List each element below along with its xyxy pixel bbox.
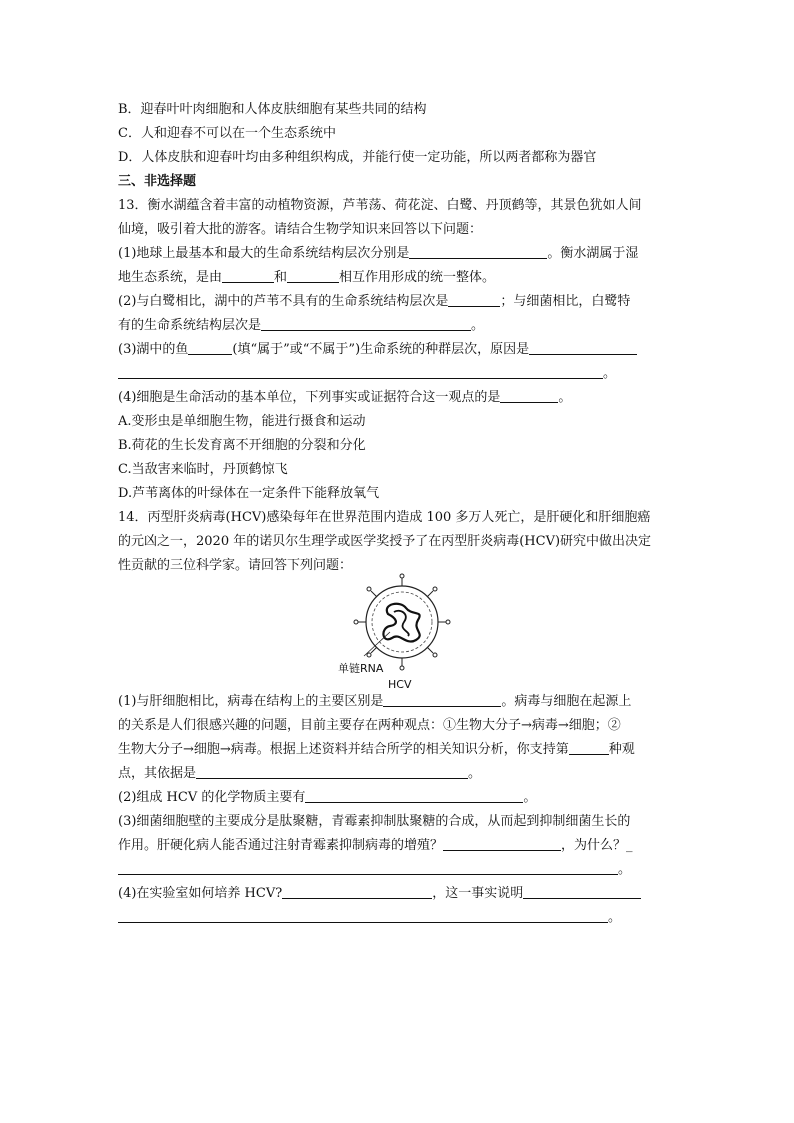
answer-blank[interactable]	[118, 910, 608, 923]
answer-blank[interactable]	[500, 390, 558, 403]
q14-part3-line3: 。	[118, 861, 678, 879]
answer-blank[interactable]	[222, 270, 274, 283]
answer-blank[interactable]	[448, 294, 500, 307]
q14-stem-line1: 14．丙型肝炎病毒(HCV)感染每年在世界范围内造成 100 多万人死亡，是肝硬化和肝细胞癌	[118, 510, 651, 525]
q14-part1-line3: 生物大分子→细胞→病毒。根据上述资料并结合所学的相关知识分析，你支持第 种观	[118, 742, 635, 757]
answer-blank[interactable]	[196, 766, 468, 779]
answer-blank[interactable]	[529, 342, 637, 355]
section-heading: 三、非选择题	[118, 174, 197, 189]
answer-blank[interactable]	[409, 246, 547, 259]
answer-blank[interactable]	[443, 838, 561, 851]
q13-part1-line2: 地生态系统，是由 和 相互作用形成的统一整体。	[118, 270, 496, 285]
q13-part1-line1: (1)地球上最基本和最大的生命系统结构层次分别是 。衡水湖属于湿	[118, 246, 639, 261]
answer-blank[interactable]	[523, 886, 641, 899]
answer-blank[interactable]	[305, 790, 523, 803]
rna-label: 单链RNA	[338, 662, 384, 675]
q13-part4-line: (4)细胞是生命活动的基本单位，下列事实或证据符合这一观点的是 。	[118, 390, 572, 405]
q14-part3-line2: 作用。肝硬化病人能否通过注射青霉素抑制病毒的增殖？ ，为什么？_	[118, 838, 633, 853]
answer-blank[interactable]	[118, 862, 618, 875]
q14-part2-line: (2)组成 HCV 的化学物质主要有 。	[118, 790, 537, 805]
q13-stem-line1: 13．衡水湖蕴含着丰富的动植物资源，芦苇荡、荷花淀、白鹭、丹顶鹤等，其景色犹如人间	[118, 198, 642, 213]
figure-caption: HCV	[388, 678, 412, 691]
q14-part1-line4: 点，其依据是 。	[118, 766, 482, 781]
option-d-line: D．人体皮肤和迎春叶均由多种组织构成，并能行使一定功能，所以两者都称为器官	[118, 150, 597, 165]
q13-option-d: D.芦苇离体的叶绿体在一定条件下能释放氧气	[118, 486, 380, 501]
q13-option-c: C.当敌害来临时，丹顶鹤惊飞	[118, 462, 288, 477]
q14-stem-line2: 的元凶之一，2020 年的诺贝尔生理学或医学奖授予了在丙型肝炎病毒(HCV)研究中做出决定	[118, 534, 652, 549]
q14-part4-line1: (4)在实验室如何培养 HCV? ，这一事实说明	[118, 885, 678, 903]
q13-part3-line1: (3)湖中的鱼 (填“属于”或“不属于”)生命系统的种群层次，原因是	[118, 341, 678, 359]
option-b-line: B．迎春叶叶肉细胞和人体皮肤细胞有某些共同的结构	[118, 102, 427, 117]
q13-stem-line2: 仙境，吸引着大批的游客。请结合生物学知识来回答以下问题：	[118, 222, 483, 237]
q13-part3-line2: 。	[118, 365, 678, 383]
q13-part2-line2: 有的生命系统结构层次是 。	[118, 318, 485, 333]
q13-option-b: B.荷花的生长发育离不开细胞的分裂和分化	[118, 438, 366, 453]
q14-part3-line1: (3)细菌细胞壁的主要成分是肽聚糖，青霉素抑制肽聚糖的合成，从而起到抑制细菌生长的	[118, 814, 631, 829]
answer-blank[interactable]	[188, 342, 232, 355]
answer-blank[interactable]	[282, 886, 432, 899]
answer-blank[interactable]	[287, 270, 339, 283]
hcv-figure	[330, 572, 460, 694]
q14-part1-line1: (1)与肝细胞相比，病毒在结构上的主要区别是 。病毒与细胞在起源上	[118, 694, 632, 709]
q13-option-a: A.变形虫是单细胞生物，能进行摄食和运动	[118, 414, 366, 429]
q13-part2-line1: (2)与白鹭相比，湖中的芦苇不具有的生命系统结构层次是 ；与细菌相比，白鹭特	[118, 294, 631, 309]
answer-blank[interactable]	[383, 694, 501, 707]
answer-blank[interactable]	[118, 366, 603, 379]
q14-part4-line2: 。	[118, 909, 678, 927]
answer-blank[interactable]	[261, 318, 471, 331]
q14-part1-line2: 的关系是人们很感兴趣的问题，目前主要存在两种观点：①生物大分子→病毒→细胞；②	[118, 718, 621, 733]
q14-stem-line3: 性贡献的三位科学家。请回答下列问题：	[118, 558, 353, 573]
answer-blank[interactable]	[569, 742, 609, 755]
option-c-line: C．人和迎春不可以在一个生态系统中	[118, 126, 336, 141]
